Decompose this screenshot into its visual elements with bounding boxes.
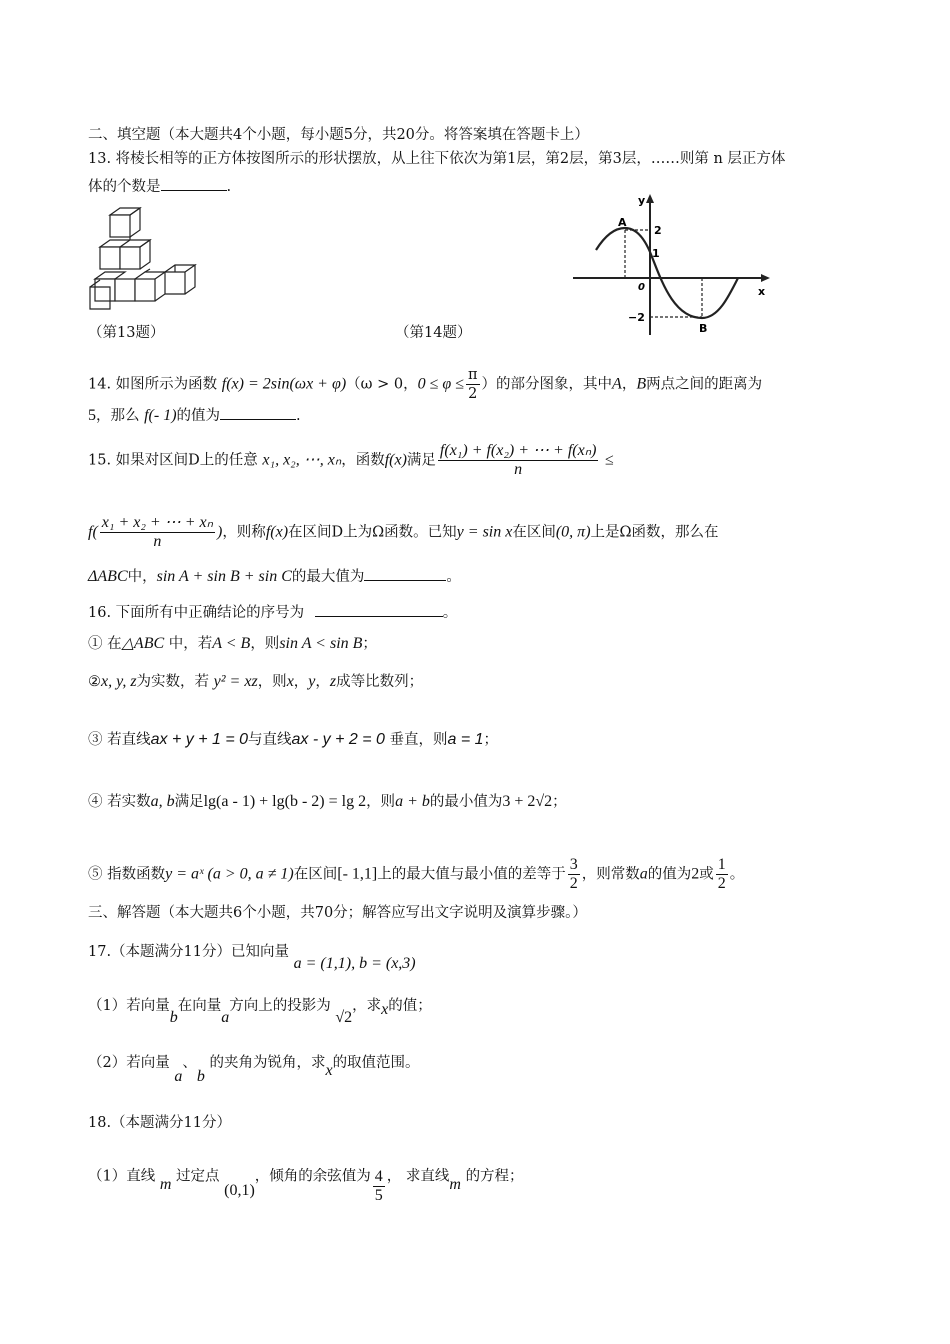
caption-fig14: （第14题） [395, 325, 472, 341]
q16-i5-text2: 在区间 [293, 866, 338, 883]
tick-2: 2 [654, 224, 662, 237]
q16-i4-text4: 的最小值为 [429, 794, 503, 810]
q16-i5-f1-num: 3 [569, 856, 578, 873]
label-origin: 0 [638, 282, 645, 293]
q16-item5 [88, 856, 744, 893]
q16-i1-text: ① 在 [88, 636, 122, 652]
figure-14-graph [568, 190, 778, 340]
label-y: y [638, 194, 646, 207]
q15-period: 。 [446, 569, 461, 585]
tick-neg2: −2 [628, 311, 645, 324]
q18-part1 [88, 1158, 524, 1204]
q16-i2-num: ② [88, 674, 101, 690]
q14-expr: f(- 1) [144, 407, 177, 424]
q15-fx: f(x) [384, 451, 407, 469]
q16-i5-interval: [- 1,1] [337, 865, 378, 883]
q14-cond2: 0 ≤ φ ≤ [417, 375, 464, 393]
tick-1: 1 [652, 247, 660, 260]
q15-numerator: f(x₁) + f(x₂) + ⋯ + f(xₙ) [439, 442, 597, 459]
q17-p1-x: x [381, 1001, 389, 1018]
q17-part1 [88, 996, 432, 1026]
q13-answer-blank [161, 176, 227, 191]
q16-i2-vars: x, y, z [101, 673, 137, 690]
q15-le: ≤ [605, 451, 614, 469]
q16-i5-text3: 上的最大值与最小值的差等于 [377, 866, 566, 883]
q15-sum-expr: sin A + sin B + sin C [156, 568, 292, 585]
q16-i2-comma1: ， [293, 674, 309, 690]
q17-text: 17.（本题满分11分）已知向量 [88, 944, 290, 960]
q16-i3-line2: ax - y + 2 = 0 [291, 731, 385, 748]
label-A: A [618, 216, 627, 229]
q15-sinx: y = sin x [456, 523, 513, 541]
q15-text2: ，函数 [341, 452, 385, 469]
q18-p1-text: （1）直线 [88, 1168, 156, 1185]
q17-p2-text2: 的夹角为锐角，求 [209, 1055, 326, 1071]
q15-text7: 上是Ω函数，那么在 [590, 524, 719, 541]
q16-i2-y: y [308, 673, 316, 690]
q15-f-close: ) [216, 523, 223, 541]
q15-triangle: ΔABC [88, 568, 128, 585]
q16-i5-or: 或 [699, 866, 714, 883]
q16-item3 [88, 730, 498, 750]
q16-i2-text: 为实数，若 [136, 674, 210, 690]
q16-head [88, 602, 457, 623]
q14-text5: 的值为 [176, 408, 221, 424]
q18-p1-m2: m [449, 1175, 461, 1193]
q16-i5-f2-num: 1 [717, 856, 726, 873]
q15-denominator: n [514, 461, 523, 478]
q16-i1-text2: 中，若 [168, 636, 213, 652]
section-2-heading: 二、填空题（本大题共4个小题，每小题5分，共20分。将答案填在答题卡上） [88, 127, 589, 143]
q13-period: . [226, 179, 232, 195]
q17-p1-value: √2 [335, 1009, 353, 1026]
y-axis-arrow-icon [646, 194, 654, 203]
q15-text6: 在区间 [512, 524, 556, 541]
q17-p2-sep: 、 [182, 1055, 197, 1071]
q15-numerator2: x₁ + x₂ + ⋯ + xₙ [101, 514, 213, 531]
q14-five: 5 [88, 407, 96, 424]
q16-i2-eq: y² = xz [213, 673, 258, 690]
q16-i5-end: 。 [729, 866, 745, 883]
q18-p1-frac [373, 1168, 385, 1205]
q16-i5-text: ⑤ 指数函数 [88, 866, 166, 883]
q17-p2-b: b [196, 1068, 205, 1085]
q14-B: B [636, 375, 647, 393]
q18-p1-frac-num: 4 [374, 1168, 383, 1185]
q16-i5-two: 2 [691, 865, 700, 883]
q14-pi-over-2 [466, 366, 480, 403]
q16-i5-text4: ，则常数 [581, 866, 640, 883]
q16-item2 [88, 672, 423, 692]
q16-i1-end: ； [362, 636, 377, 652]
q13-line1: 13. 将棱长相等的正方体按图所示的形状摆放，从上往下依次为第1层，第2层，第3层，……则第 n 层正方体 [88, 151, 786, 167]
q16-i4-text3: ，则 [366, 794, 396, 810]
q16-i1-cond: A < B [212, 635, 251, 652]
q14-A: A [612, 375, 622, 393]
q14-sep: ， [621, 376, 637, 393]
q15-text: 15. 如果对区间D上的任意 [88, 452, 258, 469]
q16-i4-eq: lg(a - 1) + lg(b - 2) = lg 2 [203, 793, 367, 810]
q14-line2 [88, 405, 301, 426]
q18-head: 18.（本题满分11分） [88, 1115, 232, 1131]
q16-i2-end: 成等比数列； [336, 674, 424, 690]
q17-p2-x: x [325, 1062, 333, 1079]
q13-text: 体的个数是 [88, 179, 161, 195]
q18-p1-text2: 过定点 [176, 1168, 220, 1185]
q18-p1-end: 的方程； [465, 1168, 524, 1185]
label-B: B [699, 322, 708, 335]
q16-period: 。 [442, 605, 458, 621]
q15-denominator2: n [153, 533, 162, 550]
q16-i5-f1-den: 2 [569, 875, 578, 892]
q16-i5-a: a [639, 865, 648, 883]
q15-text3: 满足 [406, 452, 436, 469]
q14-answer-blank [220, 405, 296, 420]
q16-i4-value: 3 + 2√2 [502, 793, 553, 810]
q16-i5-text5: 的值为 [647, 866, 692, 883]
q16-i1-result: sin A < sin B [279, 635, 363, 652]
q16-i3-text3: 垂直，则 [389, 732, 448, 748]
q14-pi: π [468, 367, 478, 383]
q15-text4: ，则称 [222, 524, 266, 541]
q16-text: 16. 下面所有中正确结论的序号为 [88, 605, 305, 621]
q15-interval: (0, π) [555, 523, 591, 541]
q14-text3: 两点之间的距离为 [646, 376, 763, 393]
q16-i5-frac-1-2 [716, 856, 728, 893]
q17-p1-text: （1）若向量 [88, 998, 170, 1014]
sine-curve [596, 228, 738, 318]
q18-p1-comma: ， [386, 1168, 402, 1185]
q16-i2-text2: ，则 [257, 674, 287, 690]
q17-vectors: a = (1,1), b = (x,3) [293, 955, 416, 972]
q15-vars: x₁, x₂, ⋯, xₙ [262, 451, 342, 469]
q15-f-open: f( [88, 523, 98, 541]
q14-text: 14. 如图所示为函数 [88, 376, 218, 393]
q17-p1-b: b [169, 1009, 178, 1026]
q16-i4-sum: a + b [395, 793, 430, 810]
q17-p1-text4: ，求 [352, 998, 382, 1014]
q16-i3-line1: ax + y + 1 = 0 [150, 731, 249, 748]
q15-frac1 [438, 442, 599, 479]
caption-fig13: （第13题） [88, 325, 165, 341]
q17-p1-a: a [221, 1009, 230, 1026]
q18-p1-text3: ，倾角的余弦值为 [254, 1168, 371, 1185]
q17-p1-text3: 方向上的投影为 [229, 998, 331, 1014]
section-3-heading: 三、解答题（本大题共6个小题，共70分；解答应写出文字说明及演算步骤。） [88, 905, 587, 921]
figure-13-cubes [85, 203, 205, 313]
q16-i1-text3: ，则 [250, 636, 280, 652]
q14-period: . [296, 408, 301, 424]
q14-line1 [88, 366, 762, 403]
q18-p1-frac-den: 5 [374, 1187, 383, 1204]
q14-text2: ）的部分图象，其中 [481, 376, 613, 393]
q16-i4-text2: 满足 [174, 794, 204, 810]
q16-i2-x: x [286, 673, 294, 690]
q15-line1 [88, 442, 614, 479]
q15-fx2: f(x) [265, 523, 289, 541]
q16-i4-end: ； [552, 794, 567, 810]
q14-two: 2 [468, 386, 478, 402]
q14-text4: ，那么 [96, 408, 140, 424]
q16-answer-blank [315, 602, 443, 617]
q16-i3-text: ③ 若直线 [88, 732, 151, 748]
q16-item1 [88, 634, 377, 654]
q15-text8: 中， [127, 569, 157, 585]
q17-p1-end: 的值； [388, 998, 432, 1014]
q15-line2 [88, 514, 719, 551]
q16-i3-end: ； [483, 732, 499, 748]
q17-part2 [88, 1053, 420, 1085]
q14-cond1: （ω > 0， [346, 376, 418, 393]
label-x: x [758, 285, 766, 298]
q15-line3 [88, 566, 461, 587]
q16-i4-text: ④ 若实数 [88, 794, 151, 810]
q13-line2 [88, 176, 231, 197]
q15-answer-blank [364, 566, 446, 581]
q16-i3-result: a = 1 [447, 731, 484, 748]
q18-p1-m: m [159, 1175, 172, 1193]
q15-frac2 [100, 514, 215, 551]
q16-i5-frac-3-2 [568, 856, 580, 893]
q16-i5-f2-den: 2 [717, 875, 726, 892]
x-axis-arrow-icon [761, 274, 770, 282]
q17-p2-end: 的取值范围。 [332, 1055, 420, 1071]
q16-i2-z: z [329, 673, 337, 690]
q17-p1-text2: 在向量 [177, 998, 222, 1014]
q16-i1-triangle: △ABC [121, 635, 165, 652]
q17-head [88, 942, 416, 972]
q17-p2-text: （2）若向量 [88, 1055, 170, 1071]
q16-item4 [88, 792, 567, 812]
q15-text9: 的最大值为 [291, 569, 365, 585]
q16-i2-comma2: ， [315, 674, 330, 690]
q16-i5-func: y = aˣ (a > 0, a ≠ 1) [165, 865, 294, 883]
q18-p1-text4: 求直线 [405, 1168, 450, 1185]
q15-text5: 在区间D上为Ω函数。已知 [288, 524, 457, 541]
q16-i4-vars: a, b [150, 793, 175, 810]
q18-p1-point: (0,1) [224, 1181, 255, 1199]
q14-function: f(x) = 2sin(ωx + φ) [221, 375, 347, 393]
q17-p2-a: a [174, 1068, 183, 1085]
q16-i3-text2: 与直线 [248, 732, 292, 748]
